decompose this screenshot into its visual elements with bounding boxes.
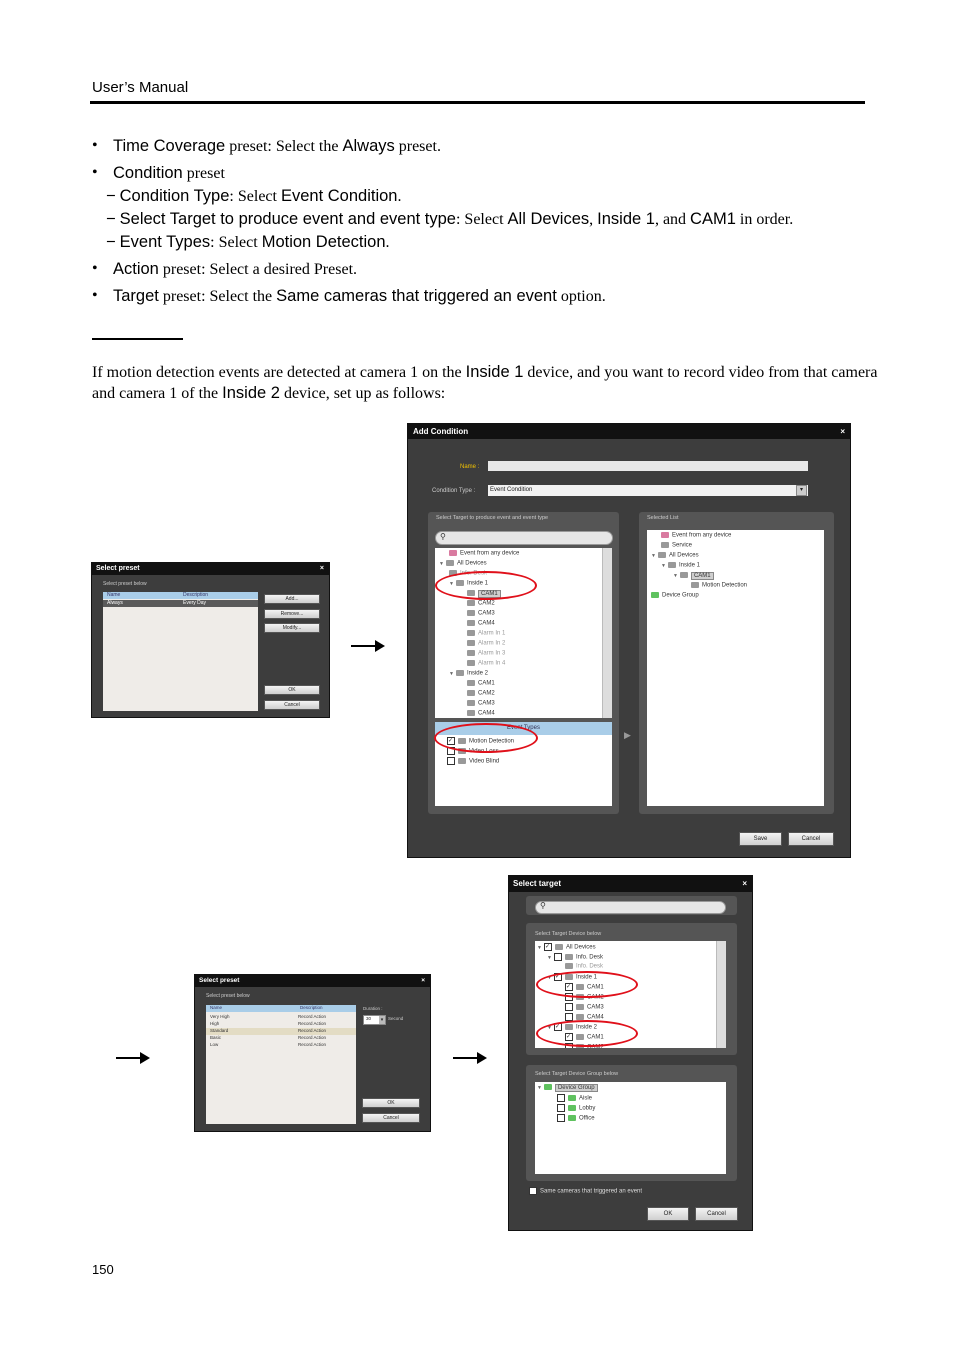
server-icon: [456, 670, 464, 676]
close-icon[interactable]: ×: [742, 879, 747, 888]
text: in order.: [735, 211, 794, 228]
expand-chevron-icon[interactable]: ▼: [547, 954, 552, 961]
motion-icon: [691, 582, 699, 588]
tree-item-label: Inside 1: [575, 974, 597, 981]
event-icon: [661, 532, 669, 538]
tree-item-label: Alarm In 3: [478, 650, 506, 657]
checkbox[interactable]: ✓: [566, 984, 572, 990]
add-button[interactable]: Add...: [264, 594, 320, 604]
bullet-action: [92, 258, 882, 281]
list-row[interactable]: [206, 1042, 356, 1049]
text: : Select: [229, 188, 281, 205]
tree-item[interactable]: [547, 953, 603, 961]
save-button[interactable]: Save: [739, 832, 782, 846]
group-icon: [568, 1115, 576, 1121]
expand-chevron-icon[interactable]: ▼: [547, 1024, 552, 1031]
tree-item-label: Device Group: [555, 1084, 598, 1092]
checkbox[interactable]: [557, 1094, 565, 1102]
close-icon[interactable]: ×: [421, 977, 425, 984]
chevron-down-icon[interactable]: ▾: [796, 485, 807, 496]
tree-item[interactable]: [467, 610, 495, 617]
expand-chevron-icon[interactable]: ▼: [537, 944, 542, 951]
search-input[interactable]: [435, 531, 613, 545]
close-icon[interactable]: ×: [840, 427, 845, 436]
text: .: [397, 188, 402, 205]
condition-type-value: Event Condition: [490, 487, 533, 493]
condition-type-select[interactable]: [488, 485, 808, 496]
tree-item-label: Event from any device: [672, 532, 732, 539]
list-header: [206, 1005, 356, 1012]
tree-item-label: CAM1: [478, 590, 501, 598]
list-row-selected[interactable]: [103, 600, 258, 607]
term: Always: [342, 137, 395, 155]
term: Time Coverage: [113, 137, 226, 155]
tree-item-label: Info. Desk: [576, 963, 604, 970]
service-icon: [661, 542, 669, 548]
panel-title: Select Target to produce event and event type: [436, 515, 549, 521]
checkbox[interactable]: [554, 953, 562, 961]
tree-item[interactable]: [467, 700, 495, 707]
text: device, set up as follows:: [279, 385, 446, 402]
name-label: Name :: [460, 464, 480, 470]
server-icon: [565, 963, 573, 969]
instruction-label: Select preset below: [206, 993, 250, 999]
server-icon: [565, 954, 573, 960]
tree-item[interactable]: [467, 600, 495, 607]
tree-item-label: Service: [672, 542, 693, 549]
camera-icon: [467, 680, 475, 686]
sub-condition-type: [92, 185, 882, 208]
tree-item-label: Motion Detection: [469, 738, 515, 745]
group-icon: [544, 1084, 552, 1090]
camera-icon: [467, 610, 475, 616]
expand-chevron-icon[interactable]: ▼: [449, 670, 454, 677]
dialog-title: Select preset: [199, 977, 240, 984]
term: Motion Detection: [261, 233, 386, 251]
dialog-titlebar: [509, 876, 752, 892]
transfer-arrow-icon[interactable]: ▶: [624, 730, 631, 740]
chevron-down-icon[interactable]: ▾: [380, 1017, 384, 1023]
dash: −: [106, 233, 116, 251]
dialog-titlebar: [408, 424, 850, 439]
text: : Select: [455, 211, 508, 228]
list-row[interactable]: [206, 1035, 356, 1042]
expand-chevron-icon[interactable]: ▼: [439, 560, 444, 567]
term: Same cameras that triggered an event: [276, 287, 557, 305]
camera-icon: [467, 690, 475, 696]
expand-chevron-icon[interactable]: ▼: [449, 580, 454, 587]
tree-item[interactable]: [537, 943, 596, 951]
tree-item-label: All Devices: [668, 552, 699, 559]
term: Action: [113, 260, 159, 278]
row-name: Low: [210, 1042, 219, 1047]
tree-item[interactable]: [467, 650, 505, 657]
tree-item[interactable]: [557, 1104, 595, 1112]
tree-item-label: CAM4: [587, 1014, 604, 1021]
scrollbar[interactable]: [602, 548, 612, 718]
tree-item-label: Inside 1: [678, 562, 700, 569]
tree-item-label: CAM1: [691, 572, 714, 580]
ok-button[interactable]: OK: [264, 685, 320, 695]
text: , and: [654, 211, 691, 228]
tree-item-label: CAM2: [587, 994, 604, 1001]
tree-item-label: Info. Desk: [575, 954, 603, 961]
list-row[interactable]: [206, 1028, 356, 1035]
select-preset-dialog-time: [91, 562, 330, 718]
same-cameras-option[interactable]: [529, 1187, 642, 1195]
tree-item[interactable]: [467, 630, 505, 637]
ok-button[interactable]: OK: [362, 1098, 420, 1108]
tree-item[interactable]: [467, 640, 505, 647]
tree-item[interactable]: [467, 660, 505, 667]
camera-icon: [680, 572, 688, 578]
group-icon: [568, 1095, 576, 1101]
highlight-ring-cam1: [435, 571, 537, 600]
text: .: [385, 234, 390, 251]
search-panel: [526, 896, 737, 915]
tree-item-label: Motion Detection: [702, 582, 748, 589]
list-row[interactable]: [206, 1021, 356, 1028]
tree-item[interactable]: [651, 592, 699, 599]
bullet-dot: •: [92, 260, 98, 277]
tree-item-label: Alarm In 1: [478, 630, 506, 637]
row-name: Basic: [210, 1035, 222, 1040]
same-cameras-label: Same cameras that triggered an event: [540, 1188, 643, 1195]
camera-icon: [576, 1004, 584, 1010]
tree-item-label: CAM4: [478, 710, 495, 717]
col-description: Description: [183, 592, 209, 598]
preset-list[interactable]: [206, 1005, 356, 1124]
tree-item-label: CAM2: [478, 600, 495, 607]
dialog-titlebar: [92, 563, 329, 575]
row-name: Very High: [210, 1014, 230, 1019]
dialog-title: Select preset: [96, 565, 140, 572]
term: CAM1: [690, 210, 736, 228]
highlight-ring-motion: [434, 723, 538, 753]
tree-item-label: Event from any device: [460, 550, 520, 557]
arrow-icon: [351, 645, 383, 647]
panel-title: Selected List: [647, 515, 679, 521]
tree-item-label: CAM4: [478, 620, 495, 627]
bullet-target: [92, 285, 882, 308]
dialog-titlebar: [195, 975, 430, 987]
term: Condition Type: [119, 187, 230, 205]
tree-item-label: CAM1: [587, 984, 604, 991]
checkbox[interactable]: [557, 1104, 565, 1112]
tree-item[interactable]: [691, 582, 747, 589]
server-icon: [658, 552, 666, 558]
row-description: Every Day: [183, 600, 207, 606]
tree-item-label: Aisle: [579, 1095, 593, 1102]
select-preset-dialog-action: [194, 974, 431, 1132]
alarm-icon: [467, 630, 475, 636]
page-header: User’s Manual: [92, 79, 189, 96]
bullet-time-coverage: [92, 135, 882, 158]
tree-item[interactable]: [661, 562, 700, 569]
duration-select[interactable]: [363, 1015, 386, 1025]
tree-item[interactable]: [565, 963, 603, 970]
tree-item-label: Device Group: [662, 592, 699, 599]
header-rule: [90, 101, 865, 104]
term: Target: [113, 287, 159, 305]
event-icon: [449, 550, 457, 556]
row-description: Record Action: [298, 1014, 327, 1019]
row-description: Record Action: [298, 1021, 327, 1026]
term: Condition: [113, 164, 183, 182]
add-condition-dialog: [407, 423, 851, 858]
term: Inside 1: [465, 363, 524, 381]
row-description: Record Action: [298, 1035, 327, 1040]
arrow-icon: [116, 1057, 148, 1059]
row-description: Record Action: [298, 1028, 327, 1033]
checkbox[interactable]: ✓: [554, 974, 560, 980]
tree-item-label: Alarm In 2: [478, 640, 506, 647]
section-rule: [92, 338, 183, 340]
tree-item-label: CAM2: [587, 1044, 604, 1048]
expand-chevron-icon[interactable]: ▼: [547, 974, 552, 981]
col-description: Description: [300, 1005, 323, 1010]
tree-item[interactable]: [467, 680, 495, 687]
scrollbar[interactable]: [716, 941, 726, 1048]
name-input[interactable]: [488, 461, 808, 471]
list-row[interactable]: [206, 1014, 356, 1021]
text: preset: Select a desired Preset.: [158, 261, 358, 278]
dialog-title: Add Condition: [413, 427, 469, 436]
text: device, and you want to record video from that camera and camera 1 of the: [92, 364, 878, 402]
tree-item[interactable]: [557, 1094, 592, 1102]
expand-chevron-icon[interactable]: ▼: [651, 552, 656, 559]
selected-list-panel: [639, 512, 834, 814]
event-types-header: Event Types: [435, 722, 612, 735]
dialog-title: Select target: [513, 879, 562, 888]
instruction-label: Select preset below: [103, 581, 147, 587]
tree-item[interactable]: [661, 542, 692, 549]
tree-item[interactable]: [565, 1003, 604, 1011]
expand-chevron-icon[interactable]: ▼: [537, 1084, 542, 1091]
text: ,: [589, 211, 598, 228]
tree-item-label: CAM3: [478, 610, 495, 617]
text: option.: [556, 288, 606, 305]
same-cameras-checkbox[interactable]: [529, 1187, 537, 1195]
camera-icon: [467, 700, 475, 706]
tree-item-label: Video Loss: [469, 748, 499, 755]
group-icon: [651, 592, 659, 598]
text: preset: [182, 165, 225, 182]
text: preset: Select the: [158, 288, 277, 305]
checkbox[interactable]: ✓: [566, 1034, 572, 1040]
tree-item-label: Lobby: [579, 1105, 596, 1112]
term: All Devices: [507, 210, 590, 228]
term: Event Condition: [280, 187, 398, 205]
camera-icon: [467, 600, 475, 606]
checkbox[interactable]: [447, 757, 455, 765]
condition-type-label: Condition Type :: [432, 488, 476, 494]
tree-item[interactable]: [449, 550, 519, 557]
target-panel: [428, 512, 619, 814]
tree-item[interactable]: [537, 1084, 598, 1091]
server-icon: [555, 944, 563, 950]
term: Event Types: [119, 233, 211, 251]
close-icon[interactable]: ×: [319, 565, 324, 572]
bullet-dot: •: [92, 137, 98, 154]
tree-item[interactable]: [449, 670, 488, 677]
tree-item-label: Inside 2: [466, 670, 488, 677]
row-description: Record Action: [298, 1042, 327, 1047]
group-tree[interactable]: [535, 1082, 726, 1174]
event-type-icon: [458, 758, 466, 764]
modify-button[interactable]: Modify...: [264, 623, 320, 633]
select-target-dialog: [508, 875, 753, 1231]
camera-icon: [467, 710, 475, 716]
row-name: Standard: [210, 1028, 229, 1033]
sub-event-types: [92, 231, 882, 254]
tree-item-label: CAM1: [587, 1034, 604, 1041]
camera-icon: [467, 620, 475, 626]
tree-item[interactable]: [467, 710, 495, 717]
bullet-condition: [92, 162, 882, 185]
tree-item-label: Info. Desk: [460, 570, 488, 577]
tree-item[interactable]: [673, 572, 714, 579]
settings-bullet-list: [92, 135, 882, 308]
tree-item-label: CAM3: [587, 1004, 604, 1011]
server-icon: [446, 560, 454, 566]
ok-button[interactable]: OK: [647, 1207, 689, 1221]
tree-item-label: Inside 1: [466, 580, 488, 587]
tree-item[interactable]: [447, 757, 499, 765]
panel-title: Select Target Device Group below: [535, 1071, 619, 1077]
row-name: Always: [107, 600, 123, 606]
alarm-icon: [467, 660, 475, 666]
tree-item-label: CAM1: [478, 680, 495, 687]
duration-value: 30: [366, 1016, 372, 1021]
highlight-ring-inside1: [536, 971, 638, 998]
expand-chevron-icon[interactable]: ▼: [673, 572, 678, 579]
dash: −: [106, 187, 116, 205]
tree-item[interactable]: [439, 560, 487, 567]
text: If motion detection events are detected at camera 1 on the: [92, 364, 466, 381]
tree-item[interactable]: [661, 532, 731, 539]
expand-chevron-icon[interactable]: ▼: [661, 562, 666, 569]
text: preset.: [394, 138, 441, 155]
tree-item-label: All Devices: [565, 944, 596, 951]
tree-item[interactable]: [467, 620, 495, 627]
duration-label: Duration :: [363, 1006, 383, 1011]
search-icon: ⚲: [440, 532, 446, 541]
checkbox[interactable]: ✓: [544, 944, 550, 950]
cancel-button[interactable]: Cancel: [362, 1113, 420, 1123]
tree-item-label: All Devices: [456, 560, 487, 567]
row-name: High: [210, 1021, 220, 1026]
tree-item[interactable]: [557, 1114, 595, 1122]
bullet-dot: •: [92, 164, 98, 181]
alarm-icon: [467, 640, 475, 646]
remove-button[interactable]: Remove...: [264, 609, 320, 619]
term: Select Target to produce event and event type: [119, 210, 456, 228]
tree-item-label: Alarm In 4: [478, 660, 506, 667]
list-header: [103, 592, 258, 599]
checkbox[interactable]: [565, 1003, 573, 1011]
preset-list[interactable]: [103, 592, 258, 711]
term: Inside 2: [222, 384, 280, 402]
server-icon: [668, 562, 676, 568]
dash: −: [106, 210, 116, 228]
tree-item-label: Video Blind: [469, 758, 500, 765]
cancel-button[interactable]: Cancel: [788, 832, 834, 846]
sub-select-target: [92, 208, 882, 231]
group-icon: [568, 1105, 576, 1111]
tree-item-label: CAM2: [478, 690, 495, 697]
arrow-icon: [453, 1057, 485, 1059]
selected-list[interactable]: [647, 530, 824, 806]
example-paragraph: [92, 362, 882, 404]
alarm-icon: [467, 650, 475, 656]
search-icon: ⚲: [540, 901, 546, 910]
tree-item-label: CAM3: [478, 700, 495, 707]
term: Inside 1: [597, 210, 655, 228]
tree-item-label: Inside 2: [575, 1024, 597, 1031]
cancel-button[interactable]: Cancel: [264, 700, 320, 710]
checkbox[interactable]: ✓: [448, 738, 454, 744]
tree-item-label: Office: [579, 1115, 595, 1122]
tree-item[interactable]: [651, 552, 699, 559]
panel-title: Select Target Device below: [535, 931, 602, 937]
bullet-dot: •: [92, 287, 98, 304]
tree-item[interactable]: [467, 690, 495, 697]
highlight-ring-inside2: [536, 1020, 638, 1047]
text: preset: Select the: [225, 138, 343, 155]
checkbox[interactable]: ✓: [554, 1024, 560, 1030]
checkbox[interactable]: [557, 1114, 565, 1122]
text: : Select: [210, 234, 262, 251]
search-input[interactable]: [535, 901, 726, 914]
col-name: Name: [107, 592, 121, 598]
group-panel: [526, 1065, 737, 1181]
page-number: 150: [92, 1262, 114, 1277]
col-name: Name: [210, 1005, 223, 1010]
cancel-button[interactable]: Cancel: [695, 1207, 738, 1221]
duration-unit: Second: [388, 1016, 404, 1021]
